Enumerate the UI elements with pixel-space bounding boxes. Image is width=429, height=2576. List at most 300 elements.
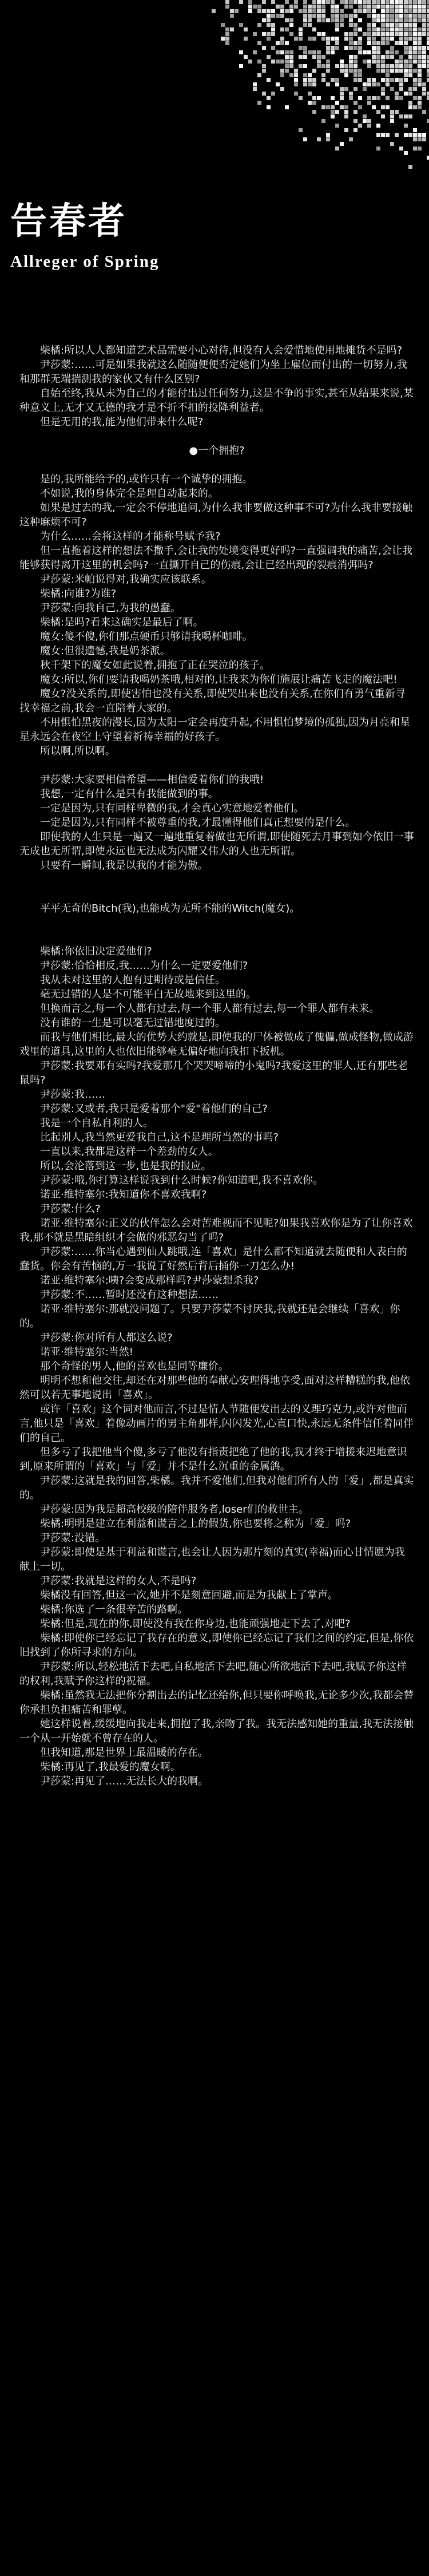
pixel-block [386, 5, 390, 9]
pixel-block [349, 92, 353, 96]
pixel-block [353, 46, 357, 50]
pixel-block [326, 0, 330, 4]
pixel-block [408, 64, 412, 68]
story-paragraph: 尹莎蒙:不……暂时还没有这种想法…… [19, 1289, 219, 1301]
pixel-block [267, 37, 271, 41]
pixel-block [349, 46, 353, 50]
pixel-block [390, 50, 394, 54]
pixel-block [317, 137, 321, 141]
pixel-block [408, 165, 412, 169]
pixel-block [349, 23, 353, 27]
pixel-block [381, 9, 385, 13]
pixel-block [367, 32, 371, 36]
pixel-block [317, 96, 321, 100]
pixel-block [381, 78, 385, 82]
pixel-block [289, 18, 293, 22]
story-paragraph: 所以啊,所以啊。 [19, 745, 116, 757]
story-paragraph: 没有谁的一生是可以毫无过错地度过的。 [19, 1017, 225, 1029]
story-paragraph: 尹莎蒙:因为我是超高校级的陪伴服务者,loser们的救世主。 [19, 1503, 309, 1515]
pixel-block [358, 0, 362, 4]
pixel-block [372, 46, 376, 50]
pixel-block [395, 50, 399, 54]
pixel-block [289, 23, 293, 27]
story-paragraph: 一定是因为,只有同样不被尊重的我,才最懂得他们真正想要的是什么。 [19, 817, 356, 829]
pixel-block [303, 137, 307, 141]
pixel-block [376, 5, 380, 9]
pixel-block [363, 114, 367, 118]
pixel-block [349, 0, 353, 4]
story-paragraph: ●一个拥抱? [189, 445, 245, 457]
pixel-block [358, 18, 362, 22]
pixel-block [321, 0, 325, 4]
section-gap [19, 873, 414, 901]
pixel-block [381, 37, 385, 41]
story-paragraph: 尹莎蒙:这就是我的回答,柴橘。我并不爱他们,但我对他们所有人的「爱」,都是真实的。 [19, 1475, 414, 1501]
pixel-block [413, 147, 417, 151]
pixel-block [280, 73, 284, 77]
pixel-block [285, 105, 289, 109]
pixel-block [317, 60, 321, 64]
pixel-block [399, 60, 403, 64]
pixel-block [367, 82, 371, 86]
pixel-block [413, 32, 417, 36]
pixel-block [399, 87, 403, 91]
pixel-block [376, 60, 380, 64]
pixel-block [235, 9, 239, 13]
pixel-block [308, 78, 312, 82]
pixel-block [390, 110, 394, 114]
pixel-block [422, 110, 426, 114]
pixel-block [422, 23, 426, 27]
pixel-block [271, 92, 275, 96]
pixel-block [363, 9, 367, 13]
pixel-block [303, 50, 307, 54]
pixel-block [340, 14, 344, 18]
pixel-block [367, 23, 371, 27]
pixel-block [399, 96, 403, 100]
story-paragraph: 尹莎蒙:你对所有人都这么说? [19, 1332, 173, 1344]
pixel-block [353, 87, 357, 91]
pixel-block [376, 82, 380, 86]
pixel-block [344, 87, 348, 91]
pixel-block [312, 69, 316, 73]
pixel-block [376, 50, 380, 54]
pixel-block [331, 5, 335, 9]
story-paragraph: 柴橘:即使你已经忘记了我存在的意义,即使你已经忘记了我们之间的约定,但是,你依旧找到了你所寻求的方向。 [19, 1632, 414, 1659]
pixel-block [276, 14, 280, 18]
pixel-block [404, 46, 408, 50]
pixel-block [253, 5, 257, 9]
pixel-block [344, 73, 348, 77]
pixel-block [335, 9, 339, 13]
pixel-block [413, 133, 417, 137]
pixel-block [395, 60, 399, 64]
pixel-block [399, 147, 403, 151]
pixel-block [225, 37, 229, 41]
pixel-block [331, 0, 335, 4]
pixel-block [390, 32, 394, 36]
pixel-block [418, 69, 422, 73]
pixel-block [422, 50, 426, 54]
pixel-block [363, 50, 367, 54]
pixel-block [289, 9, 293, 13]
pixel-block [413, 14, 417, 18]
pixel-block [363, 5, 367, 9]
story-paragraph: 柴橘:再见了,我最爱的魔女啊。 [19, 1761, 181, 1773]
pixel-block [280, 9, 284, 13]
story-paragraph: 尹莎蒙:什么? [19, 1203, 101, 1215]
pixel-block [395, 27, 399, 31]
pixel-block [257, 5, 261, 9]
pixel-block [335, 101, 339, 105]
pixel-block [376, 46, 380, 50]
pixel-block [344, 105, 348, 109]
story-paragraph: 一定是因为,只有同样卑微的我,才会真心实意地爱着他们。 [19, 802, 304, 814]
pixel-block [280, 14, 284, 18]
pixel-block [353, 64, 357, 68]
pixel-block [367, 0, 371, 4]
pixel-block [257, 9, 261, 13]
pixel-block [367, 41, 371, 45]
story-paragraph: 柴橘:明明是建立在利益和谎言之上的假货,你也要将之称为「爱」吗? [19, 1518, 351, 1530]
pixel-block [408, 101, 412, 105]
pixel-block [276, 50, 280, 54]
pixel-block [308, 9, 312, 13]
story-paragraph: 毫无过错的人是不可能平白无故地来到这里的。 [19, 988, 256, 1000]
pixel-block [422, 64, 426, 68]
pixel-block [413, 50, 417, 54]
pixel-block [326, 133, 330, 137]
pixel-block [376, 96, 380, 100]
pixel-block [381, 105, 385, 109]
pixel-block [372, 78, 376, 82]
pixel-block [253, 32, 257, 36]
pixel-block [239, 23, 243, 27]
pixel-block [381, 5, 385, 9]
pixel-block [427, 92, 429, 96]
pixel-block [408, 105, 412, 109]
pixel-block [335, 5, 339, 9]
pixel-block [390, 87, 394, 91]
pixel-block [404, 69, 408, 73]
story-paragraph: 尹莎蒙:向我自己,为我的愚蠢。 [19, 602, 181, 614]
pixel-block [399, 9, 403, 13]
story-paragraph: 魔女:所以,你们要请我喝奶茶哦,相对的,让我来为你们施展让痛苦飞走的魔法吧! [19, 674, 398, 686]
pixel-block [353, 78, 357, 82]
pixel-block [308, 82, 312, 86]
pixel-block [312, 37, 316, 41]
pixel-block [331, 50, 335, 54]
story-paragraph: 柴橘:所以人人都知道艺术品需要小心对待,但没有人会爱惜地使用地摊货不是吗? [19, 345, 403, 357]
pixel-block [386, 27, 390, 31]
pixel-block [326, 82, 330, 86]
pixel-block [317, 14, 321, 18]
story-section [19, 343, 414, 429]
pixel-block [285, 55, 289, 59]
pixel-block [390, 5, 394, 9]
pixel-block [248, 5, 252, 9]
pixel-block [386, 18, 390, 22]
pixel-block [326, 137, 330, 141]
story-paragraph: 秋千架下的魔女如此说着,拥抱了正在哭泣的孩子。 [19, 659, 270, 671]
pixel-block [335, 78, 339, 82]
pixel-block [358, 105, 362, 109]
pixel-block [372, 96, 376, 100]
pixel-block [408, 55, 412, 59]
pixel-block [276, 41, 280, 45]
story-paragraph: 尹莎蒙:所以,轻松地活下去吧,自私地活下去吧,随心所欲地活下去吧,我赋予你这样的权利,我赋予你这样的祝福。 [19, 1661, 407, 1687]
pixel-block [257, 73, 261, 77]
pixel-block [335, 124, 339, 128]
pixel-block [349, 55, 353, 59]
pixel-block [303, 73, 307, 77]
pixel-block [349, 32, 353, 36]
pixel-block [321, 64, 325, 68]
pixel-block [367, 124, 371, 128]
pixel-block [344, 114, 348, 118]
story-paragraph: 诺亚·维特塞尔:那就没问题了。只要尹莎蒙不讨厌我,我就还是会继续「喜欢」你的。 [19, 1303, 400, 1329]
pixel-block [344, 69, 348, 73]
pixel-block [413, 27, 417, 31]
pixel-block [363, 119, 367, 123]
pixel-block [289, 73, 293, 77]
pixel-block [317, 50, 321, 54]
pixel-block [404, 23, 408, 27]
pixel-block [303, 0, 307, 4]
pixel-block [372, 60, 376, 64]
pixel-block [244, 27, 248, 31]
pixel-block [376, 32, 380, 36]
pixel-block [404, 0, 408, 4]
pixel-block [390, 55, 394, 59]
pixel-block [386, 96, 390, 100]
pixel-block [326, 37, 330, 41]
pixel-block [376, 18, 380, 22]
pixel-block [408, 133, 412, 137]
story-paragraph: 尹莎蒙:米帕说得对,我确实应该联系。 [19, 573, 212, 585]
pixel-block [303, 82, 307, 86]
story-paragraph: 魔女:傻不傻,你们那点硬币只够请我喝杯咖啡。 [19, 631, 253, 643]
pixel-block [262, 32, 266, 36]
pixel-block [267, 105, 271, 109]
pixel-block [280, 5, 284, 9]
pixel-noise-decoration [166, 0, 429, 217]
pixel-block [317, 64, 321, 68]
pixel-block [312, 78, 316, 82]
pixel-block [413, 69, 417, 73]
pixel-block [239, 0, 243, 4]
pixel-block [372, 105, 376, 109]
pixel-block [390, 18, 394, 22]
pixel-block [262, 64, 266, 68]
pixel-block [353, 119, 357, 123]
pixel-block [408, 37, 412, 41]
pixel-block [321, 119, 325, 123]
pixel-block [408, 5, 412, 9]
pixel-block [299, 55, 303, 59]
story-paragraph: 我是一个自私自利的人。 [19, 1117, 153, 1129]
pixel-block [262, 0, 266, 4]
pixel-block [408, 50, 412, 54]
pixel-block [308, 92, 312, 96]
pixel-block [413, 128, 417, 132]
pixel-block [372, 55, 376, 59]
pixel-block [418, 9, 422, 13]
story-section [19, 901, 414, 916]
story-paragraph: 平平无奇的Bitch(我),也能成为无所不能的Witch(魔女)。 [19, 903, 300, 915]
pixel-block [358, 96, 362, 100]
pixel-block [381, 87, 385, 91]
pixel-block [285, 0, 289, 4]
pixel-block [422, 137, 426, 141]
pixel-block [340, 23, 344, 27]
pixel-block [390, 119, 394, 123]
pixel-block [418, 50, 422, 54]
pixel-block [299, 128, 303, 132]
pixel-block [404, 5, 408, 9]
pixel-block [372, 14, 376, 18]
pixel-block [395, 64, 399, 68]
pixel-block [367, 14, 371, 18]
story-paragraph: 不用惧怕黑夜的漫长,因为太阳一定会再度升起,不用惧怕梦境的孤独,因为月亮和星星永远会在夜空上守望着祈祷幸福的好孩子。 [19, 717, 411, 743]
pixel-block [321, 37, 325, 41]
pixel-block [386, 133, 390, 137]
section-gap [19, 429, 414, 444]
pixel-block [381, 55, 385, 59]
pixel-block [308, 5, 312, 9]
pixel-block [248, 60, 252, 64]
pixel-block [372, 27, 376, 31]
pixel-block [418, 55, 422, 59]
pixel-block [317, 55, 321, 59]
pixel-block [418, 37, 422, 41]
pixel-block [280, 41, 284, 45]
story-paragraph: 魔女?没关系的,即使害怕也没有关系,即使哭出来也没有关系,在你们有勇气重新寻找幸福之前,我会一直陪着大家的。 [19, 688, 406, 714]
pixel-block [367, 101, 371, 105]
pixel-block [404, 151, 408, 155]
pixel-block [404, 114, 408, 118]
pixel-block [353, 27, 357, 31]
pixel-block [372, 37, 376, 41]
pixel-block [326, 46, 330, 50]
pixel-block [381, 60, 385, 64]
pixel-block [340, 105, 344, 109]
story-paragraph: 只要有一瞬间,我是以我的才能为傲。 [19, 860, 208, 872]
pixel-block [321, 5, 325, 9]
story-paragraph: 是的,我所能给予的,或许只有一个诚挚的拥抱。 [19, 473, 253, 485]
pixel-block [404, 18, 408, 22]
story-paragraph: 柴橘:你选了一条很辛苦的路啊。 [19, 1604, 188, 1616]
story-paragraph: 尹莎蒙:大家要相信希望——相信爱着你们的我哦! [19, 774, 264, 786]
pixel-block [413, 96, 417, 100]
pixel-block [317, 9, 321, 13]
pixel-block [225, 41, 229, 45]
pixel-block [239, 64, 243, 68]
pixel-block [408, 23, 412, 27]
pixel-block [399, 78, 403, 82]
pixel-block [408, 87, 412, 91]
pixel-block [349, 96, 353, 100]
pixel-block [326, 18, 330, 22]
story-paragraph: 但换而言之,每一个人都有过去,每一个罪人都有过去,每一个罪人都有未来。 [19, 1003, 380, 1015]
pixel-block [395, 110, 399, 114]
pixel-block [267, 9, 271, 13]
pixel-block [230, 9, 234, 13]
pixel-block [367, 27, 371, 31]
pixel-block [267, 32, 271, 36]
pixel-block [335, 41, 339, 45]
pixel-block [418, 60, 422, 64]
story-paragraph: 一直以来,我都是这样一个差劲的女人。 [19, 1146, 219, 1158]
pixel-block [427, 37, 429, 41]
story-paragraph: 自始至终,我从未为自己的才能付出过任何努力,这是不争的事实,甚至从结果来说,某种意义上,无才又无德的我才是不折不扣的投降利益者。 [19, 387, 414, 414]
pixel-block [267, 96, 271, 100]
pixel-block [427, 9, 429, 13]
pixel-block [422, 46, 426, 50]
pixel-block [271, 27, 275, 31]
pixel-block [395, 0, 399, 4]
pixel-block [381, 69, 385, 73]
pixel-block [418, 41, 422, 45]
pixel-block [358, 46, 362, 50]
story-paragraph: 但是无用的我,能为他们带来什么呢? [19, 416, 204, 428]
pixel-block [422, 82, 426, 86]
pixel-block [386, 41, 390, 45]
pixel-block [376, 41, 380, 45]
pixel-block [413, 37, 417, 41]
story-paragraph: 比起别人,我当然更爱我自己,这不是理所当然的事吗? [19, 1131, 279, 1143]
pixel-block [335, 82, 339, 86]
pixel-block [303, 23, 307, 27]
pixel-block [349, 14, 353, 18]
story-paragraph: 或许「喜欢」这个词对他而言,不过是情人节随便发出去的义理巧克力,或许对他而言,他只是「喜欢」着像动画片的男主角那样,闪闪发光,心直口快,永远无条件信任着同伴们的自己。 [19, 1403, 414, 1444]
pixel-block [303, 55, 307, 59]
pixel-block [312, 27, 316, 31]
pixel-block [303, 18, 307, 22]
story-paragraph: 魔女:但很遗憾,我是奶茶派。 [19, 645, 170, 657]
pixel-block [267, 55, 271, 59]
pixel-block [331, 14, 335, 18]
pixel-block [340, 142, 344, 146]
pixel-block [353, 73, 357, 77]
pixel-block [239, 50, 243, 54]
pixel-block [335, 110, 339, 114]
pixel-block [340, 18, 344, 22]
pixel-block [303, 46, 307, 50]
pixel-block [321, 14, 325, 18]
pixel-block [418, 96, 422, 100]
pixel-block [404, 78, 408, 82]
pixel-block [367, 64, 371, 68]
pixel-block [280, 69, 284, 73]
page-subtitle: Allreger of Spring [10, 252, 160, 271]
pixel-block [262, 69, 266, 73]
story-paragraph: 尹莎蒙:我要邓有实吗?我爱那几个哭哭啼啼的小鬼吗?我爱这里的罪人,还有那些老鼠吗? [19, 1060, 408, 1086]
pixel-block [399, 64, 403, 68]
pixel-block [395, 133, 399, 137]
pixel-block [326, 105, 330, 109]
pixel-block [427, 69, 429, 73]
pixel-block [344, 110, 348, 114]
pixel-block [376, 110, 380, 114]
pixel-block [308, 14, 312, 18]
pixel-block [376, 147, 380, 151]
pixel-block [308, 18, 312, 22]
pixel-block [299, 27, 303, 31]
pixel-block [390, 46, 394, 50]
pixel-block [386, 55, 390, 59]
pixel-block [372, 41, 376, 45]
